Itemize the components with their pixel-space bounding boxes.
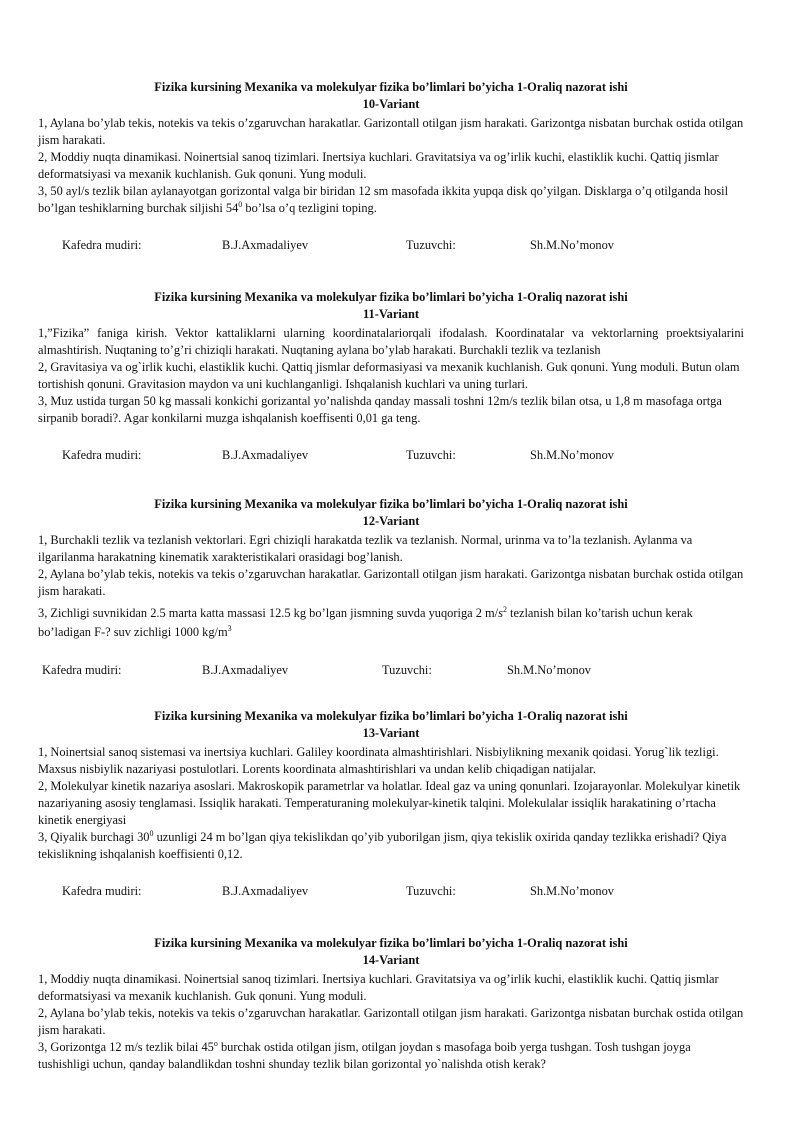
variant-title: Fizika kursining Mexanika va molekulyar fizika bo’limlari bo’yicha 1-Oraliq nazorat ishi xyxy=(154,936,628,950)
question-2: 2, Aylana bo’ylab tekis, notekis va tekis o’zgaruvchan harakatlar. Garizontall otilgan jism harakati. Garizontga nisbatan burchak ostida otilgan jism harakati. xyxy=(38,1006,744,1037)
question-2: 2, Gravitasiya va og`irlik kuchi, elastiklik kuchi. Qattiq jismlar deformasiyasi va mexanik kuchlanish. Guk qonuni. Yung moduli. Butun olam tortishish qonuni. Gravitasion maydon va uni kuchlanganligi. Ishqalanish kuchlari va uning turlari. xyxy=(38,360,740,391)
author-name: Sh.M.No’monov xyxy=(507,663,591,677)
head-name: B.J.Axmadaliyev xyxy=(202,663,289,677)
question-3: 3, Qiyalik burchagi $30^0$ uzunligi 24 m bo’lgan qiya tekislikdan qo’yib yuborilgan jism, qiya tekislik oxirida qanday tezlikka erishadi? Qiya tekislikning ishqalanish koeffisienti 0,12. xyxy=(38,828,727,861)
head-name: B.J.Axmadaliyev xyxy=(222,448,309,462)
author-label: Tuzuvchi: xyxy=(406,884,456,898)
question-2: 2, Aylana bo’ylab tekis, notekis va tekis o’zgaruvchan harakatlar. Garizontall otilgan jism harakati. Garizontga nisbatan burchak ostida otilgan jism harakati. xyxy=(38,567,744,598)
variant-title: Fizika kursining Mexanika va molekulyar fizika bo’limlari bo’yicha 1-Oraliq nazorat ishi xyxy=(154,290,628,304)
question-3: 3, Zichligi suvnikidan 2.5 marta katta massasi 12.5 kg bo’lgan jismning suvda yuqoriga 2 $m/s^2$ tezlanish bilan ko’tarish uchun kerak bo’ladigan F-? suv zichligi 1000 $kg/m^3$ xyxy=(38,604,693,639)
question-3: 3, 50 ayl/s tezlik bilan aylanayotgan gorizontal valga bir biridan 12 sm masofada ikkita yupqa disk qo’yilgan. Disklarga o’q otilganda hosil bo’lgan teshiklarning burchak siljishi $54^0$ bo’lsa o’q tezligini toping. xyxy=(38,184,729,215)
author-label: Tuzuvchi: xyxy=(382,663,432,677)
variant-title: Fizika kursining Mexanika va molekulyar fizika bo’limlari bo’yicha 1-Oraliq nazorat ishi xyxy=(154,709,628,723)
question-1: 1, Burchakli tezlik va tezlanish vektorlari. Egri chiziqli harakatda tezlik va tezlanish. Normal, urinma va to’la tezlanish. Aylanma va ilgarilanma harakatning kinematik xarakteristikalari orasidagi bog’lanish. xyxy=(38,533,693,564)
head-name: B.J.Axmadaliyev xyxy=(222,884,309,898)
question-1: 1, Moddiy nuqta dinamikasi. Noinertsial sanoq tizimlari. Inertsiya kuchlari. Gravitatsiya va og’irlik kuchi, elastiklik kuchi. Qattiq jismlar deformatsiyasi va mexanik kuchlanish. Guk qonuni. Yung moduli. xyxy=(38,972,719,1003)
head-label: Kafedra mudiri: xyxy=(62,448,142,462)
author-name: Sh.M.No’monov xyxy=(530,238,614,252)
head-label: Kafedra mudiri: xyxy=(62,238,142,252)
question-1: 1, Noinertsial sanoq sistemasi va inertsiya kuchlari. Galiley koordinata almashtirishlari. Nisbiylikning mexanik qoidasi. Yorug`lik tezligi. Maxsus nisbiylik nazariyasi postulotlari. Lorents koordinata almashtirishlari va undan kelib chiqadigan natijalar. xyxy=(38,745,719,776)
variant-number: 14-Variant xyxy=(362,953,420,967)
variant-14 xyxy=(38,935,744,1073)
question-2: 2, Moddiy nuqta dinamikasi. Noinertsial sanoq tizimlari. Inertsiya kuchlari. Gravitatsiya va og’irlik kuchi, elastiklik kuchi. Qattiq jismlar deformatsiyasi va mexanik kuchlanish. Guk qonuni. Yung moduli. xyxy=(38,150,719,181)
variant-number: 12-Variant xyxy=(362,514,420,528)
author-name: Sh.M.No’monov xyxy=(530,448,614,462)
author-label: Tuzuvchi: xyxy=(406,448,456,462)
question-2: 2, Molekulyar kinetik nazariya asoslari. Makroskopik parametrlar va holatlar. Ideal gaz va uning qonunlari. Izojarayonlar. Molekulyar kinetik nazariyaning asosiy tenglamasi. Issiqlik harakati. Temperaturaning molekulyar-kinetik talqini. Molekulalar issiqlik harakatining o’rtacha kinetik energiyasi xyxy=(38,779,741,827)
author-name: Sh.M.No’monov xyxy=(530,884,614,898)
variant-number: 10-Variant xyxy=(362,97,420,111)
head-label: Kafedra mudiri: xyxy=(62,884,142,898)
signature-row xyxy=(38,447,744,465)
signature-row xyxy=(38,237,744,255)
signature-row xyxy=(38,883,744,901)
question-1: 1, Aylana bo’ylab tekis, notekis va tekis o’zgaruvchan harakatlar. Garizontall otilgan jism harakati. Garizontga nisbatan burchak ostida otilgan jism harakati. xyxy=(38,116,744,147)
head-label: Kafedra mudiri: xyxy=(42,663,122,677)
variant-12 xyxy=(38,496,744,680)
variant-number: 13-Variant xyxy=(362,726,420,740)
author-label: Tuzuvchi: xyxy=(406,238,456,252)
variant-title: Fizika kursining Mexanika va molekulyar fizika bo’limlari bo’yicha 1-Oraliq nazorat ishi xyxy=(154,80,628,94)
question-3: 3, Gorizontga 12 m/s tezlik bilai 45$^o$ burchak ostida otilgan jism, otilgan joydan s masofaga boib yerga tushgan. Tosh tushgan joyga tushishligi uchun, qanday balandlikdan toshni shunday tezlik bilan gorizontal yo`nalishda otish kerak? xyxy=(38,1038,691,1071)
question-1: 1,”Fizika” faniga kirish. Vektor kattaliklarni ularning koordinatalariorqali ifodalash. Koordinatalar va vektorlarning proektsiyalarini almashtirish. Nuqtaning to’g’ri chiziqli harakati. Nuqtaning aylana bo’ylab harakati. Burchakli tezlik va tezlanish xyxy=(38,326,744,357)
variant-13 xyxy=(38,708,744,901)
signature-row xyxy=(38,662,744,680)
head-name: B.J.Axmadaliyev xyxy=(222,238,309,252)
variant-title: Fizika kursining Mexanika va molekulyar fizika bo’limlari bo’yicha 1-Oraliq nazorat ishi xyxy=(154,497,628,511)
variant-11 xyxy=(38,289,744,465)
question-3: 3, Muz ustida turgan 50 kg massali konkichi gorizantal yo’nalishda qanday massali toshni 12m/s tezlik bilan otsa, u 1,8 m masofaga ortga sirpanib boradi?. Agar konkilarni muzga ishqalanish koeffisenti 0,01 ga teng. xyxy=(38,394,722,425)
variant-10 xyxy=(38,79,744,255)
variant-number: 11-Variant xyxy=(363,307,419,321)
